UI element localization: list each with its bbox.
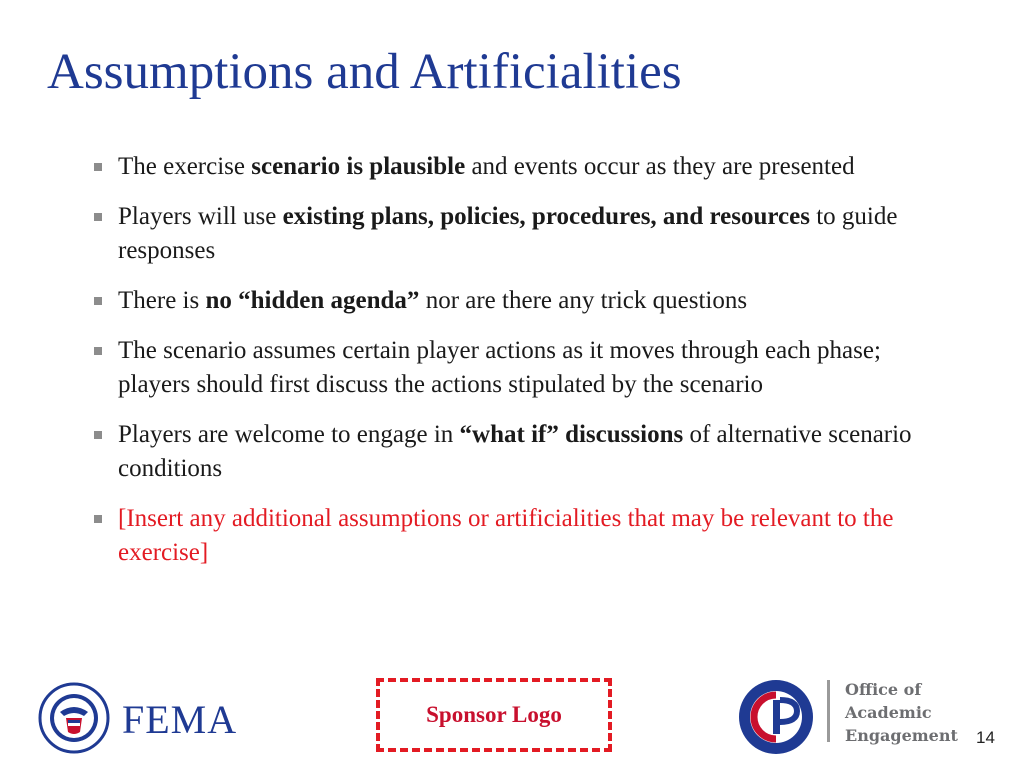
bullet-mark bbox=[94, 347, 102, 355]
footer-divider bbox=[827, 680, 830, 742]
sponsor-logo-placeholder bbox=[376, 678, 612, 752]
office-of-academic-engagement bbox=[845, 678, 958, 747]
cp-seal-icon bbox=[737, 678, 815, 756]
bullet-item bbox=[88, 334, 958, 402]
bullet-emphasis: existing plans, policies, procedures, and resources bbox=[282, 203, 810, 230]
bullet-text: Players are welcome to engage in bbox=[118, 421, 460, 448]
bullet-text: and events occur as they are presented bbox=[465, 153, 855, 180]
bullet-text: [Insert any additional assumptions or artificialities that may be relevant to the exercise] bbox=[118, 505, 894, 566]
page-number: 14 bbox=[976, 728, 995, 747]
slide-title: Assumptions and Artificialities bbox=[47, 44, 682, 100]
bullet-mark bbox=[94, 213, 102, 221]
bullet-text: of alternative scenario conditions bbox=[118, 421, 912, 482]
office-line: Engagement bbox=[845, 726, 958, 745]
bullet-text: to guide responses bbox=[118, 203, 898, 264]
bullet-item bbox=[88, 150, 958, 184]
bullet-text: Players will use bbox=[118, 203, 283, 230]
bullet-text: nor are there any trick questions bbox=[419, 287, 748, 314]
bullet-emphasis: “what if” discussions bbox=[459, 421, 684, 448]
bullet-item bbox=[88, 418, 958, 486]
bullet-item bbox=[88, 502, 958, 570]
sponsor-logo-label: Sponsor Logo bbox=[426, 702, 562, 727]
office-line: Academic bbox=[845, 703, 932, 722]
fema-logo-text: FEMA bbox=[122, 697, 238, 742]
dhs-seal-icon bbox=[38, 682, 110, 754]
footer bbox=[0, 670, 1024, 768]
bullet-emphasis: no “hidden agenda” bbox=[205, 287, 420, 314]
assumptions-list bbox=[88, 150, 958, 586]
office-line: Office of bbox=[845, 680, 922, 699]
bullet-mark bbox=[94, 297, 102, 305]
bullet-text: There is bbox=[118, 287, 206, 314]
bullet-mark bbox=[94, 515, 102, 523]
bullet-mark bbox=[94, 163, 102, 171]
bullet-text: The scenario assumes certain player actions as it moves through each phase; players should first discuss the actions stipulated by the scenario bbox=[118, 337, 881, 398]
bullet-emphasis: scenario is plausible bbox=[251, 153, 466, 180]
bullet-mark bbox=[94, 431, 102, 439]
bullet-text: The exercise bbox=[118, 153, 252, 180]
bullet-item bbox=[88, 200, 958, 268]
bullet-item bbox=[88, 284, 958, 318]
